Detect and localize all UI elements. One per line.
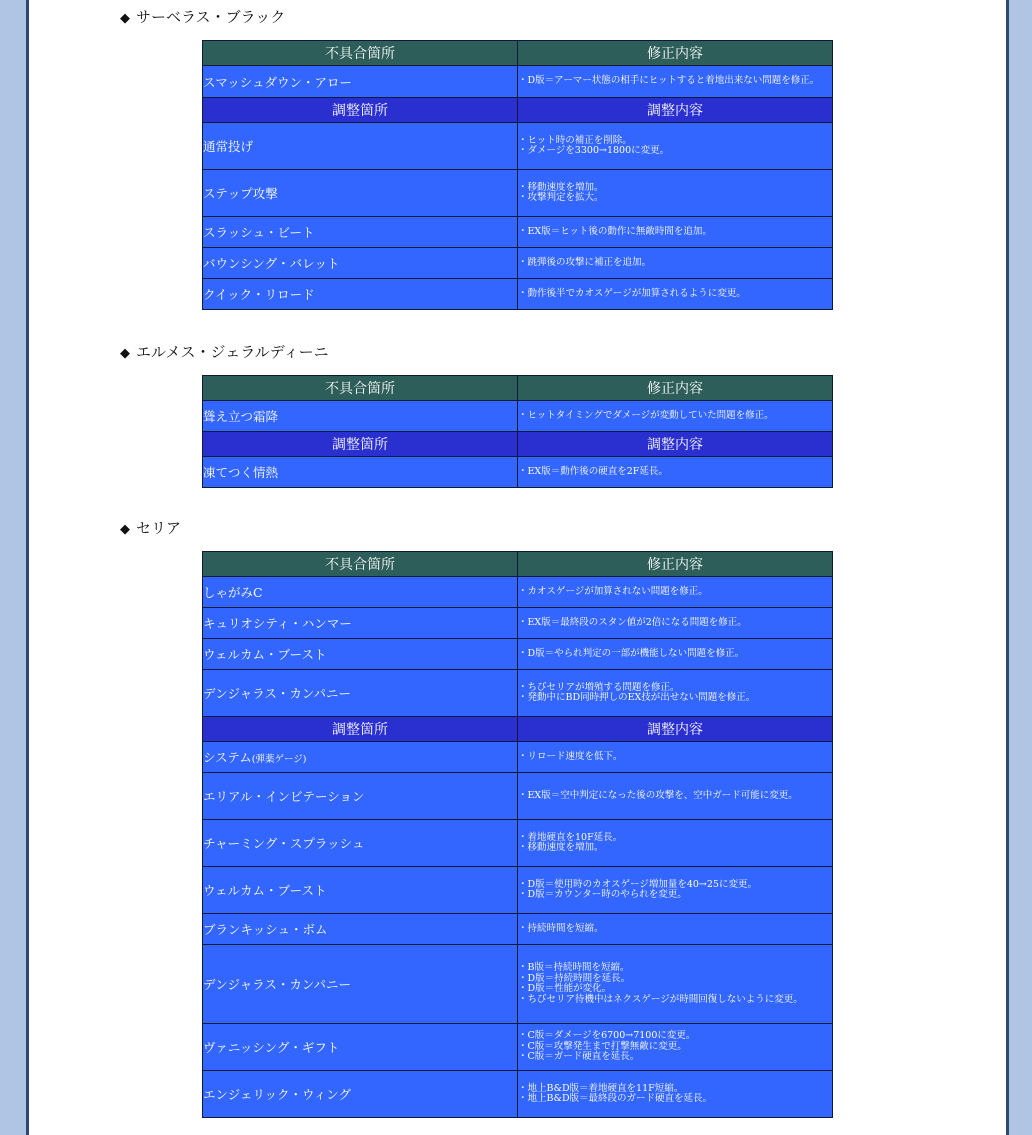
change-desc <box>518 639 833 670</box>
change-table <box>202 40 833 310</box>
table-row <box>203 820 833 867</box>
header-fix-content: 修正内容 <box>518 376 833 401</box>
move-name: ウェルカム・ブースト <box>203 639 518 670</box>
table-row <box>203 170 833 217</box>
move-name: キュリオシティ・ハンマー <box>203 608 518 639</box>
move-name: デンジャラス・カンパニー <box>203 945 518 1024</box>
change-line: ・跳弾後の攻撃に補正を追加。 <box>518 256 652 268</box>
change-line: ・EX版＝動作後の硬直を2F延長。 <box>518 465 668 477</box>
change-line: ・持続時間を短縮。 <box>518 922 604 934</box>
move-name: デンジャラス・カンパニー <box>203 670 518 717</box>
diamond-bullet-icon: ◆ <box>120 11 130 26</box>
right-side-panel <box>1006 0 1032 1135</box>
change-line: ・カオスゲージが加算されない問題を修正。 <box>518 585 708 597</box>
change-line: ・B版＝持続時間を短縮。 <box>518 962 630 973</box>
section-title-text: サーベラス・ブラック <box>136 8 286 26</box>
change-desc <box>518 577 833 608</box>
move-name <box>203 742 518 773</box>
move-name: ブランキッシュ・ボム <box>203 914 518 945</box>
table-row <box>203 457 833 488</box>
change-line: ・C版＝ガード硬直を延長。 <box>518 1051 640 1063</box>
change-line: ・C版＝ダメージを6700→7100に変更。 <box>518 1030 696 1042</box>
move-name: エリアル・インビテーション <box>203 773 518 820</box>
table-row <box>203 773 833 820</box>
diamond-bullet-icon: ◆ <box>120 522 130 537</box>
change-desc <box>518 217 833 248</box>
table-row <box>203 639 833 670</box>
table-row <box>203 577 833 608</box>
change-line: ・D版＝アーマー状態の相手にヒットすると着地出来ない問題を修正。 <box>518 75 820 87</box>
change-desc <box>518 867 833 914</box>
move-name-text: システム <box>203 750 252 765</box>
table-row <box>203 945 833 1024</box>
change-desc <box>518 670 833 717</box>
section-title <box>120 518 181 540</box>
change-line: ・ちびセリアが増殖する問題を修正。 <box>518 681 680 693</box>
change-line: ・EX版＝空中判定になった後の攻撃を、空中ガード可能に変更。 <box>518 789 798 801</box>
table-row <box>203 608 833 639</box>
move-name: チャーミング・スプラッシュ <box>203 820 518 867</box>
change-desc <box>518 1024 833 1071</box>
move-name: ステップ攻撃 <box>203 170 518 217</box>
header-fault-location: 不具合箇所 <box>203 376 518 401</box>
section-title-text: エルメス・ジェラルディーニ <box>136 343 329 361</box>
header-adjust-content: 調整内容 <box>518 98 833 123</box>
table-row <box>203 401 833 432</box>
table-row <box>203 248 833 279</box>
change-line: ・ヒット時の補正を削除。 <box>518 134 632 146</box>
header-fix-content: 修正内容 <box>518 552 833 577</box>
table-row <box>203 914 833 945</box>
table-row <box>203 670 833 717</box>
move-name: 通常投げ <box>203 123 518 170</box>
change-table <box>202 551 833 1118</box>
table-row <box>203 1071 833 1118</box>
move-name-note: (弾薬ゲージ) <box>251 754 307 765</box>
change-desc <box>518 1071 833 1118</box>
header-adjust-content: 調整内容 <box>518 432 833 457</box>
change-desc <box>518 170 833 217</box>
change-desc <box>518 66 833 98</box>
change-line: ・D版＝持続時間を延長。 <box>518 972 631 984</box>
change-line: ・攻撃判定を拡大。 <box>518 192 604 203</box>
header-adjust-location: 調整箇所 <box>203 717 518 742</box>
change-desc <box>518 820 833 867</box>
change-line: ・着地硬直を10F延長。 <box>518 831 623 843</box>
change-desc <box>518 773 833 820</box>
change-line: ・D版＝カウンター時のやられを変更。 <box>518 889 687 900</box>
change-line: ・リロード速度を低下。 <box>518 750 623 762</box>
header-adjust-location: 調整箇所 <box>203 98 518 123</box>
change-line: ・EX版＝ヒット後の動作に無敵時間を追加。 <box>518 225 712 237</box>
move-name: クイック・リロード <box>203 279 518 310</box>
change-desc <box>518 401 833 432</box>
table-row <box>203 217 833 248</box>
change-desc <box>518 742 833 773</box>
move-name: しゃがみC <box>203 577 518 608</box>
change-line: ・ダメージを3300→1800に変更。 <box>518 145 670 156</box>
move-name: ウェルカム・ブースト <box>203 867 518 914</box>
left-side-panel <box>0 0 29 1135</box>
change-desc <box>518 248 833 279</box>
change-desc <box>518 914 833 945</box>
header-adjust-content: 調整内容 <box>518 717 833 742</box>
change-table <box>202 375 833 488</box>
change-line: ・D版＝使用時のカオスゲージ増加量を40→25に変更。 <box>518 878 757 890</box>
change-line: ・ヒットタイミングでダメージが変動していた問題を修正。 <box>518 409 774 421</box>
change-line: ・ちびセリア待機中はネクスゲージが時間回復しないように変更。 <box>518 993 803 1005</box>
section-title <box>120 7 285 29</box>
change-line: ・移動速度を増加。 <box>518 842 604 853</box>
header-fault-location: 不具合箇所 <box>203 552 518 577</box>
change-line: ・移動速度を増加。 <box>518 181 604 193</box>
change-desc <box>518 608 833 639</box>
diamond-bullet-icon: ◆ <box>120 346 130 361</box>
change-desc <box>518 457 833 488</box>
move-name: スマッシュダウン・アロー <box>203 66 518 98</box>
table-row <box>203 1024 833 1071</box>
section-title <box>120 342 329 364</box>
table-row <box>203 66 833 98</box>
change-desc <box>518 279 833 310</box>
change-desc <box>518 945 833 1024</box>
header-fault-location: 不具合箇所 <box>203 41 518 66</box>
move-name: エンジェリック・ウィング <box>203 1071 518 1118</box>
change-line: ・地上B&D版＝着地硬直を11F短縮。 <box>518 1082 684 1094</box>
table-row <box>203 867 833 914</box>
header-fix-content: 修正内容 <box>518 41 833 66</box>
change-desc <box>518 123 833 170</box>
table-row <box>203 123 833 170</box>
move-name: ヴァニッシング・ギフト <box>203 1024 518 1071</box>
move-name: 聳え立つ霜降 <box>203 401 518 432</box>
change-line: ・地上B&D版＝最終段のガード硬直を延長。 <box>518 1093 713 1104</box>
change-line: ・EX版＝最終段のスタン値が2倍になる問題を修正。 <box>518 616 747 628</box>
move-name: バウンシング・バレット <box>203 248 518 279</box>
change-line: ・D版＝性能が変化。 <box>518 983 612 994</box>
change-line: ・発動中にBD同時押しのEX技が出せない問題を修正。 <box>518 692 756 703</box>
move-name: 凍てつく情熱 <box>203 457 518 488</box>
table-row <box>203 742 833 773</box>
change-line: ・動作後半でカオスゲージが加算されるように変更。 <box>518 287 746 299</box>
move-name: スラッシュ・ビート <box>203 217 518 248</box>
header-adjust-location: 調整箇所 <box>203 432 518 457</box>
section-title-text: セリア <box>136 519 182 537</box>
change-line: ・D版＝やられ判定の一部が機能しない問題を修正。 <box>518 647 745 659</box>
table-row <box>203 279 833 310</box>
change-line: ・C版＝攻撃発生まで打撃無敵に変更。 <box>518 1040 687 1052</box>
